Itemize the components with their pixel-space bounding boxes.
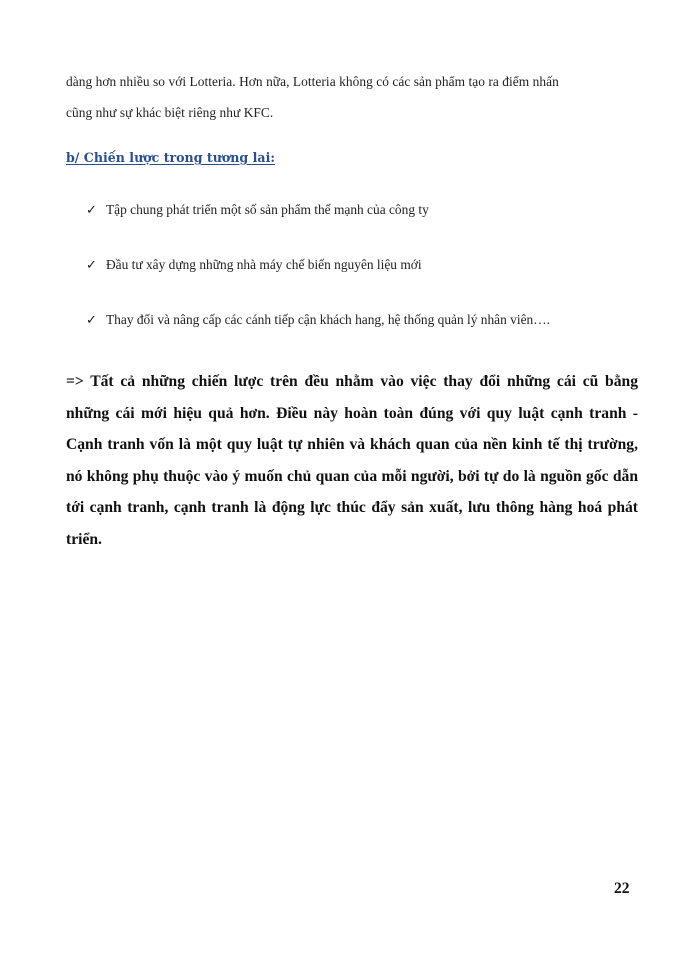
bullet-text: Tập chung phát triển một số sản phẩm thế mạnh của công ty — [106, 202, 429, 217]
checkmark-icon: ✓ — [86, 313, 97, 328]
conclusion-paragraph: => Tất cả những chiến lược trên đều nhằm vào việc thay đổi những cái cũ bằng những cái mới hiệu quả hơn. Điều này hoàn toàn đúng với quy luật cạnh tranh - Cạnh tranh vốn là một quy luật tự nhiên và khách quan của nền kinh tế thị trường, nó không phụ thuộc vào ý muốn chủ quan của mỗi người, bởi tự do là nguồn gốc dẫn tới cạnh tranh, cạnh tranh là động lực thúc đẩy sản xuất, lưu thông hàng hoá phát triển. — [66, 373, 638, 548]
intro-line: dàng hơn nhiều so với Lotteria. Hơn nữa, Lotteria không có các sản phẩm tạo ra điểm nhấn — [66, 74, 559, 89]
page-number: 22 — [614, 880, 630, 897]
intro-paragraph — [66, 66, 646, 128]
bullet-text: Thay đổi và nâng cấp các cánh tiếp cận khách hang, hệ thống quản lý nhân viên…. — [106, 312, 550, 327]
checkmark-icon: ✓ — [86, 258, 97, 273]
intro-line: cũng như sự khác biệt riêng như KFC. — [66, 105, 274, 120]
bullet-item — [86, 202, 646, 257]
strategy-bullet-list — [86, 202, 646, 367]
bullet-item — [86, 257, 646, 312]
section-heading: b/ Chiến lược trong tương lai: — [66, 150, 275, 165]
bullet-text: Đầu tư xây dựng những nhà máy chế biến nguyên liệu mới — [106, 257, 422, 272]
bullet-item — [86, 312, 646, 367]
checkmark-icon: ✓ — [86, 203, 97, 218]
